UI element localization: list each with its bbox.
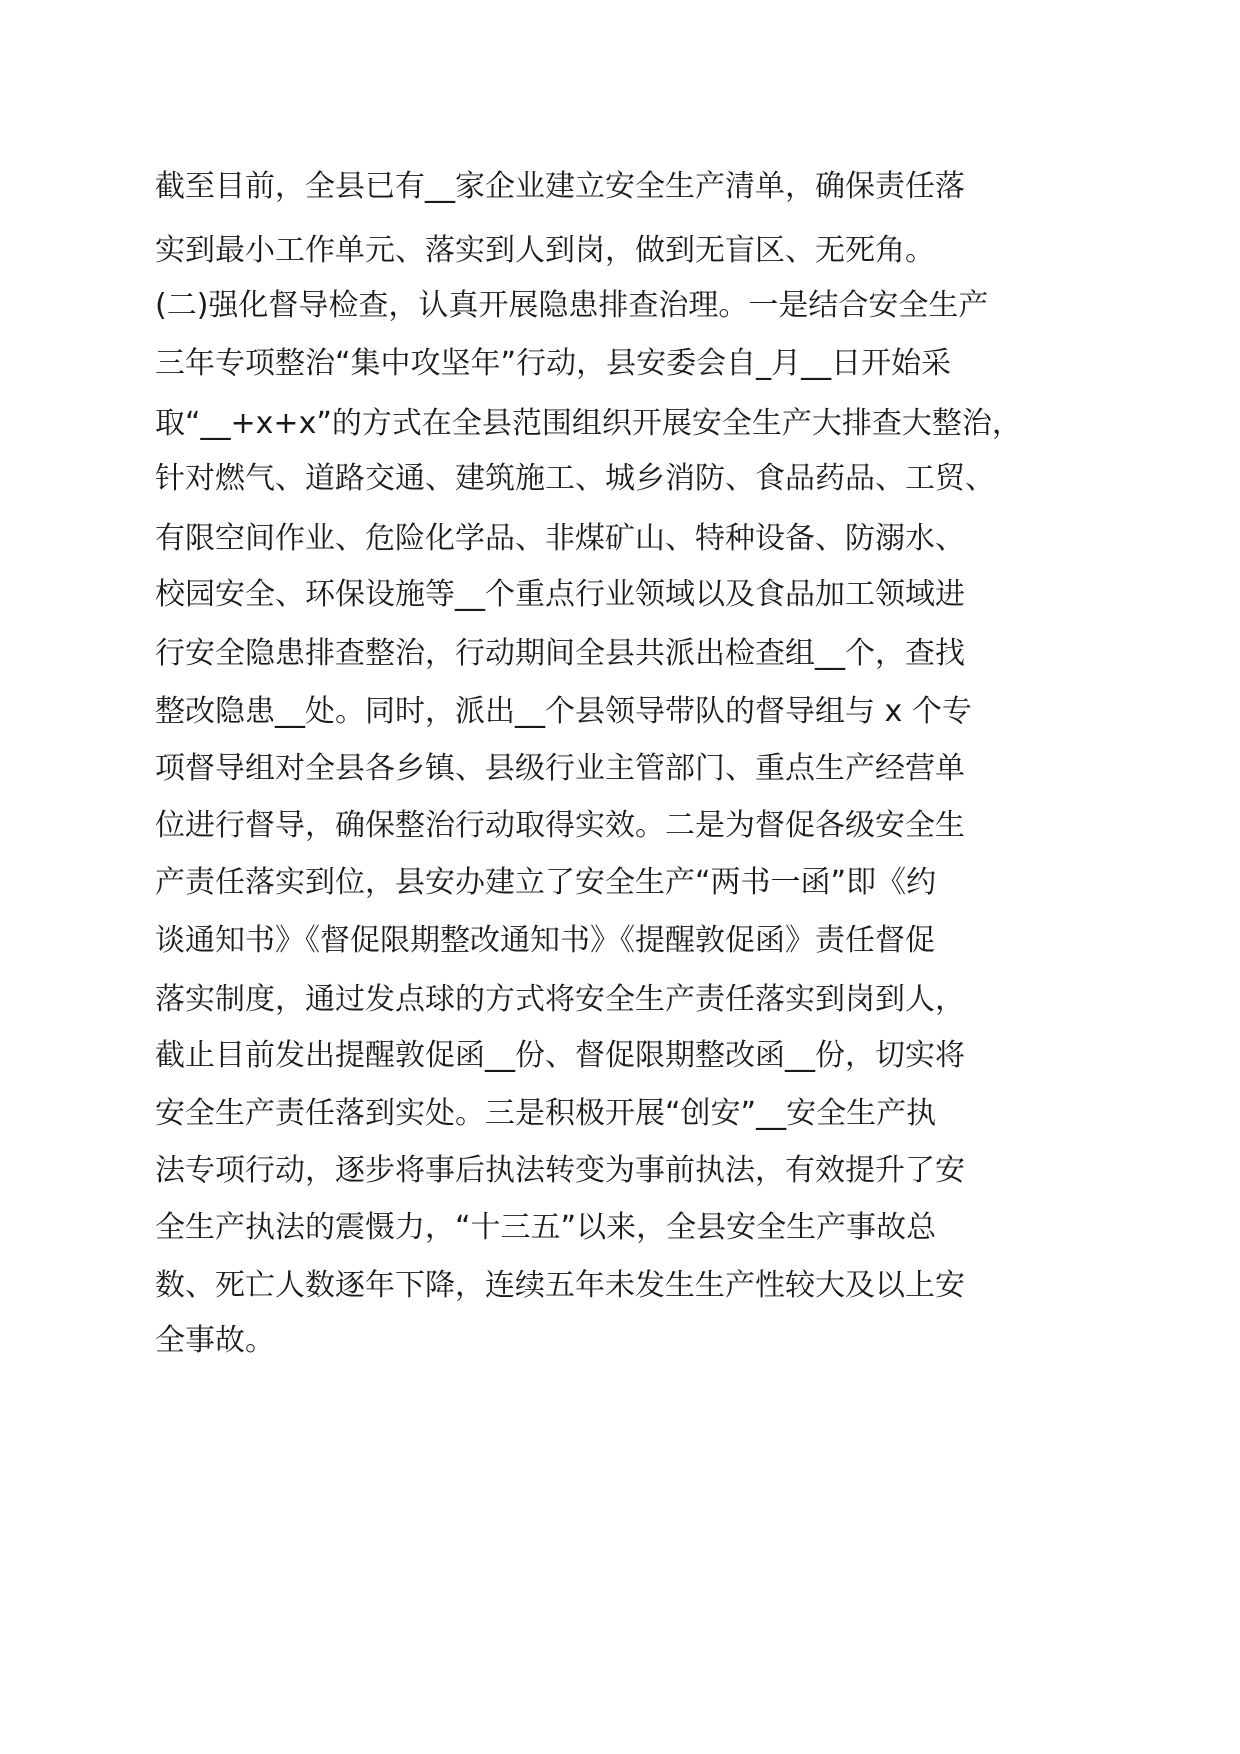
text-line: 落实制度，通过发点球的方式将安全生产责任落实到岗到人， xyxy=(155,982,965,1017)
text-line: 针对燃气、道路交通、建筑施工、城乡消防、食品药品、工贸、 xyxy=(155,461,995,496)
text-line: 校园安全、环保设施等__个重点行业领域以及食品加工领域进 xyxy=(155,577,965,612)
text-line: 项督导组对全县各乡镇、县级行业主管部门、重点生产经营单 xyxy=(155,751,965,786)
text-line: 全生产执法的震慑力，“十三五”以来，全县安全生产事故总 xyxy=(155,1210,937,1245)
text-line: 有限空间作业、危险化学品、非煤矿山、特种设备、防溺水、 xyxy=(155,521,965,556)
text-line: 三年专项整治“集中攻坚年”行动，县安委会自_月__日开始采 xyxy=(155,346,952,381)
text-line: 截至目前，全县已有__家企业建立安全生产清单，确保责任落 xyxy=(155,169,965,204)
text-line: 整改隐患__处。同时，派出__个县领导带队的督导组与 x 个专 xyxy=(155,694,972,729)
text-line: 位进行督导，确保整治行动取得实效。二是为督促各级安全生 xyxy=(155,808,965,843)
text-line: 行安全隐患排查整治，行动期间全县共派出检查组__个，查找 xyxy=(155,636,965,671)
text-line: 产责任落实到位，县安办建立了安全生产“两书一函”即《约 xyxy=(155,865,937,900)
text-line: (二)强化督导检查，认真开展隐患排查治理。一是结合安全生产 xyxy=(155,288,989,323)
text-line: 法专项行动，逐步将事后执法转变为事前执法，有效提升了安 xyxy=(155,1153,965,1188)
text-line: 取“__+x+x”的方式在全县范围组织开展安全生产大排查大整治， xyxy=(155,406,1022,441)
text-line: 数、死亡人数逐年下降，连续五年未发生生产性较大及以上安 xyxy=(155,1268,965,1303)
text-line: 谈通知书》《督促限期整改通知书》《提醒敦促函》责任督促 xyxy=(155,923,935,958)
text-line: 安全生产责任落到实处。三是积极开展“创安”__安全生产执 xyxy=(155,1096,937,1131)
text-line: 截止目前发出提醒敦促函__份、督促限期整改函__份，切实将 xyxy=(155,1038,965,1073)
text-line: 全事故。 xyxy=(155,1323,275,1358)
text-line: 实到最小工作单元、落实到人到岗，做到无盲区、无死角。 xyxy=(155,233,935,268)
